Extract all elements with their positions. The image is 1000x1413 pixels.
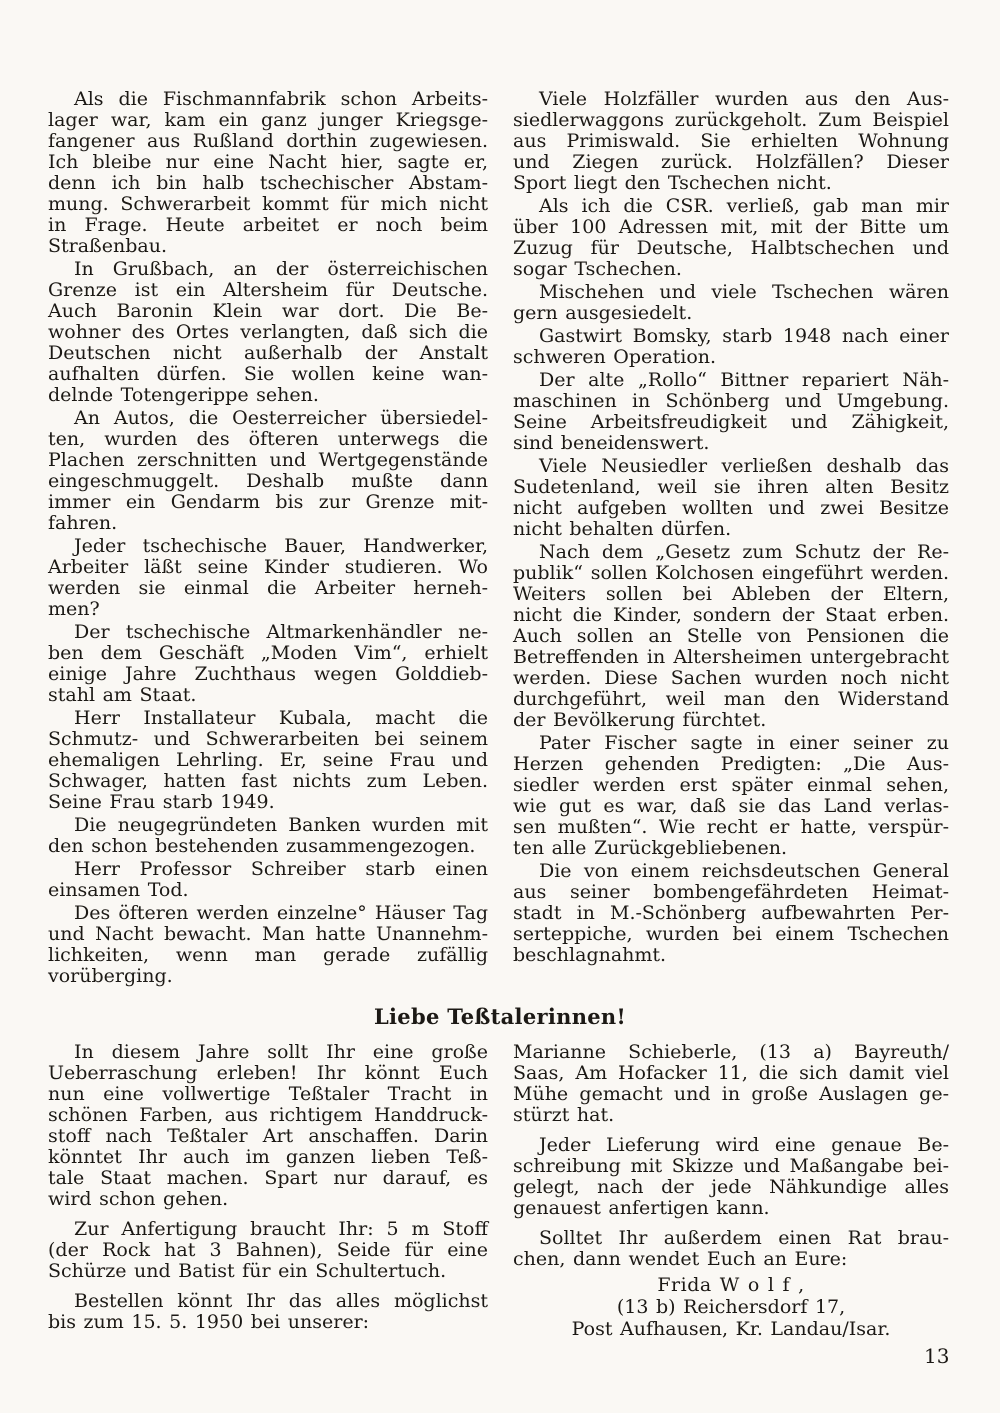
text-line: Mühe gemacht und in große Auslagen ge- bbox=[513, 1083, 949, 1105]
text-line: über 100 Adressen mit, mit der Bitte um bbox=[513, 216, 949, 238]
paragraph bbox=[48, 708, 488, 813]
text-line: Die neugegründeten Banken wurden mit bbox=[74, 814, 488, 836]
text-line: Herr Installateur Kubala, macht die bbox=[74, 707, 488, 729]
address-line: Frida W o l f , bbox=[657, 1274, 805, 1296]
text-line: nicht aufgeben wollten und zwei Besitze bbox=[513, 497, 949, 519]
text-line: publik“ sollen Kolchosen eingeführt werden. bbox=[513, 562, 949, 584]
paragraph bbox=[48, 259, 488, 406]
text-line: Herzen gehenden Predigten: „Die Aus- bbox=[513, 753, 949, 775]
text-line: Straßenbau. bbox=[48, 235, 168, 257]
top-right-column bbox=[513, 89, 949, 966]
text-line: serteppiche, wurden bei einem Tschechen bbox=[513, 923, 949, 945]
paragraph bbox=[513, 89, 949, 194]
text-line: Der tschechische Altmarkenhändler ne- bbox=[74, 621, 488, 643]
paragraph bbox=[513, 1228, 949, 1270]
paragraph bbox=[513, 370, 949, 454]
bottom-right-paragraphs bbox=[513, 1042, 949, 1270]
text-line: einige Jahre Zuchthaus wegen Golddieb- bbox=[48, 663, 488, 685]
text-line: sind beneidenswert. bbox=[513, 432, 710, 454]
paragraph bbox=[513, 861, 949, 966]
text-line: könntet Ihr auch im ganzen lieben Teß- bbox=[48, 1146, 488, 1168]
text-line: schreibung mit Skizze und Maßangabe bei- bbox=[513, 1155, 949, 1177]
text-line: In Grußbach, an der österreichischen bbox=[74, 258, 488, 280]
text-line: Herr Professor Schreiber starb einen bbox=[74, 858, 488, 880]
text-line: Betreffenden in Altersheimen untergebracht bbox=[513, 646, 949, 668]
text-line: mung. Schwerarbeit kommt für mich nicht bbox=[48, 193, 488, 215]
text-line: und Ziegen zurück. Holzfällen? Dieser bbox=[513, 151, 949, 173]
text-line: Marianne Schieberle, (13 a) Bayreuth/ bbox=[513, 1041, 949, 1063]
paragraph bbox=[513, 282, 949, 324]
text-line: Als ich die CSR. verließ, gab man mir bbox=[539, 195, 949, 217]
text-line: Pater Fischer sagte in einer seiner zu bbox=[539, 732, 949, 754]
paragraph bbox=[513, 456, 949, 540]
text-line: fangener aus Rußland dorthin zugewiesen. bbox=[48, 130, 488, 152]
text-line: Als die Fischmannfabrik schon Arbeits- bbox=[74, 88, 488, 110]
bottom-right-column bbox=[513, 1042, 949, 1340]
text-line: Sudetenland, weil sie ihren alten Besitz bbox=[513, 476, 949, 498]
text-line: Weiters sollen bei Ableben der Eltern, bbox=[513, 583, 949, 605]
text-line: Die von einem reichsdeutschen General bbox=[539, 860, 949, 882]
paragraph bbox=[48, 622, 488, 706]
text-line: sogar Tschechen. bbox=[513, 258, 682, 280]
text-line: denn ich bin halb tschechischer Abstam- bbox=[48, 172, 488, 194]
text-line: wie gut es war, daß sie das Land verlas- bbox=[513, 795, 949, 817]
page-number: 13 bbox=[924, 1344, 950, 1368]
section-heading: Liebe Teßtalerinnen! bbox=[373, 1004, 627, 1029]
text-line: Seine Frau starb 1949. bbox=[48, 791, 275, 813]
text-line: den schon bestehenden zusammengezogen. bbox=[48, 835, 476, 857]
text-line: sen mußten“. Wie recht er hatte, verspür- bbox=[513, 816, 949, 838]
paragraph bbox=[48, 536, 488, 620]
paragraph bbox=[513, 1135, 949, 1219]
paragraph bbox=[513, 196, 949, 280]
text-line: stoff nach Teßtaler Art anschaffen. Darin bbox=[48, 1125, 488, 1147]
text-line: Viele Holzfäller wurden aus den Aus- bbox=[539, 88, 949, 110]
paragraph bbox=[48, 1219, 488, 1282]
paragraph bbox=[513, 542, 949, 731]
text-line: Saas, Am Hofacker 11, die sich damit viel bbox=[513, 1062, 949, 1084]
text-line: Ich bleibe nur eine Nacht hier, sagte er, bbox=[48, 151, 488, 173]
text-line: fahren. bbox=[48, 512, 118, 534]
text-line: schönen Farben, aus richtigem Handdruck- bbox=[48, 1104, 488, 1126]
text-line: aus Primiswald. Sie erhielten Wohnung bbox=[513, 130, 949, 152]
bottom-left-column bbox=[48, 1042, 488, 1333]
text-line: Sport liegt den Tschechen nicht. bbox=[513, 172, 832, 194]
text-line: gelegt, nach der jede Nähkundige alles bbox=[513, 1176, 949, 1198]
paragraph bbox=[513, 326, 949, 368]
address-line: (13 b) Reichersdorf 17, bbox=[616, 1296, 846, 1318]
text-line: der Bevölkerung fürchtet. bbox=[513, 709, 767, 731]
text-line: in Frage. Heute arbeitet er noch beim bbox=[48, 214, 488, 236]
paragraph bbox=[48, 89, 488, 257]
text-line: stahl am Staat. bbox=[48, 684, 197, 706]
text-line: Auch sollen an Stelle von Pensionen die bbox=[513, 625, 949, 647]
text-line: Gastwirt Bomsky, starb 1948 nach einer bbox=[539, 325, 949, 347]
text-line: Jeder tschechische Bauer, Handwerker, bbox=[74, 535, 488, 557]
text-line: Jeder Lieferung wird eine genaue Be- bbox=[539, 1134, 949, 1156]
text-line: lichkeiten, wenn man gerade zufällig bbox=[48, 944, 488, 966]
text-line: stürzt hat. bbox=[513, 1104, 615, 1126]
top-left-column bbox=[48, 89, 488, 987]
text-line: Deutschen nicht außerhalb der Anstalt bbox=[48, 342, 488, 364]
text-line: schweren Operation. bbox=[513, 346, 717, 368]
text-line: Ueberraschung erleben! Ihr könnt Euch bbox=[48, 1062, 488, 1084]
address-line: Post Aufhausen, Kr. Landau/Isar. bbox=[571, 1318, 891, 1340]
text-line: Der alte „Rollo“ Bittner repariert Näh- bbox=[539, 369, 949, 391]
text-line: wohner des Ortes verlangten, daß sich die bbox=[48, 321, 488, 343]
paragraph bbox=[48, 815, 488, 857]
text-line: Schmutz- und Schwerarbeiten bei seinem bbox=[48, 728, 488, 750]
text-line: Grenze ist ein Altersheim für Deutsche. bbox=[48, 279, 488, 301]
text-line: nicht behalten dürfen. bbox=[513, 518, 732, 540]
paragraph bbox=[513, 1042, 949, 1126]
text-line: aufhalten dürfen. Sie wollen keine wan- bbox=[48, 363, 488, 385]
text-line: stadt in M.-Schönberg aufbewahrten Per- bbox=[513, 902, 949, 924]
text-line: siedlerwaggons zurückgeholt. Zum Beispiel bbox=[513, 109, 949, 131]
text-line: (der Rock hat 3 Bahnen), Seide für eine bbox=[48, 1239, 488, 1261]
text-line: ehemaligen Lehrling. Er, seine Frau und bbox=[48, 749, 488, 771]
contact-address bbox=[513, 1274, 949, 1340]
text-line: einsamen Tod. bbox=[48, 879, 189, 901]
text-line: ben dem Geschäft „Moden Vim“, erhielt bbox=[48, 642, 488, 664]
text-line: In diesem Jahre sollt Ihr eine große bbox=[74, 1041, 488, 1063]
text-line: Solltet Ihr außerdem einen Rat brau- bbox=[539, 1227, 949, 1249]
text-line: bis zum 15. 5. 1950 bei unserer: bbox=[48, 1311, 370, 1333]
text-line: ten alle Zurückgebliebenen. bbox=[513, 837, 788, 859]
text-line: lager war, kam ein ganz junger Kriegsge- bbox=[48, 109, 488, 131]
text-line: tale Staat machen. Spart nur darauf, es bbox=[48, 1167, 488, 1189]
text-line: Seine Arbeitsfreudigkeit und Zähigkeit, bbox=[513, 411, 949, 433]
text-line: Bestellen könnt Ihr das alles möglichst bbox=[74, 1290, 488, 1312]
text-line: Des öfteren werden einzelne° Häuser Tag bbox=[74, 902, 488, 924]
text-line: vorüberging. bbox=[48, 965, 173, 987]
text-line: genauest anfertigen kann. bbox=[513, 1197, 770, 1219]
text-line: Schwager, hatten fast nichts zum Leben. bbox=[48, 770, 488, 792]
text-line: Mischehen und viele Tschechen wären bbox=[539, 281, 949, 303]
paragraph bbox=[48, 903, 488, 987]
paragraph bbox=[48, 408, 488, 534]
text-line: eingeschmuggelt. Deshalb mußte dann bbox=[48, 470, 488, 492]
paragraph bbox=[48, 859, 488, 901]
text-line: nicht die Kinder, sondern der Staat erben. bbox=[513, 604, 949, 626]
text-line: ten, wurden des öfteren unterwegs die bbox=[48, 428, 488, 450]
text-line: und Nacht bewacht. Man hatte Unannehm- bbox=[48, 923, 488, 945]
text-line: wird schon gehen. bbox=[48, 1188, 229, 1210]
text-line: aus seiner bombengefährdeten Heimat- bbox=[513, 881, 949, 903]
text-line: delnde Totengerippe sehen. bbox=[48, 384, 319, 406]
text-line: werden sie einmal die Arbeiter herneh- bbox=[48, 577, 488, 599]
text-line: Auch Baronin Klein war dort. Die Be- bbox=[48, 300, 488, 322]
text-line: Zuzug für Deutsche, Halbtschechen und bbox=[513, 237, 949, 259]
text-line: immer ein Gendarm bis zur Grenze mit- bbox=[48, 491, 488, 513]
paragraph bbox=[513, 733, 949, 859]
paragraph bbox=[48, 1042, 488, 1210]
text-line: siedler werden erst später einmal sehen, bbox=[513, 774, 949, 796]
text-line: chen, dann wendet Euch an Eure: bbox=[513, 1248, 848, 1270]
text-line: Schürze und Batist für ein Schultertuch. bbox=[48, 1260, 447, 1282]
text-line: nun eine vollwertige Teßtaler Tracht in bbox=[48, 1083, 488, 1105]
text-line: Arbeiter läßt seine Kinder studieren. Wo bbox=[48, 556, 488, 578]
text-line: gern ausgesiedelt. bbox=[513, 302, 693, 324]
text-line: beschlagnahmt. bbox=[513, 944, 667, 966]
text-line: werden. Diese Sachen wurden noch nicht bbox=[513, 667, 949, 689]
text-line: Zur Anfertigung braucht Ihr: 5 m Stoff bbox=[74, 1218, 488, 1240]
text-line: An Autos, die Oesterreicher übersiedel- bbox=[74, 407, 488, 429]
text-line: maschinen in Schönberg und Umgebung. bbox=[513, 390, 949, 412]
text-line: Nach dem „Gesetz zum Schutz der Re- bbox=[539, 541, 949, 563]
paragraph bbox=[48, 1291, 488, 1333]
text-line: durchgeführt, weil man den Widerstand bbox=[513, 688, 949, 710]
text-line: Viele Neusiedler verließen deshalb das bbox=[539, 455, 949, 477]
text-line: men? bbox=[48, 598, 100, 620]
text-line: Plachen zerschnitten und Wertgegenstände bbox=[48, 449, 488, 471]
